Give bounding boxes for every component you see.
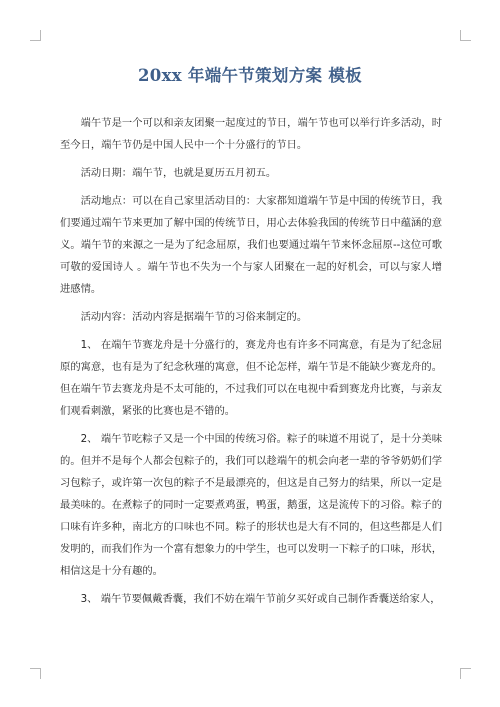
paragraph-item-2: 2、 端午节吃粽子又是一个中国的传统习俗。粽子的味道不用说了，是十分美味的。但并不是每个人都会包粽子的，我们可以趁端午的机会向老一辈的爷爷奶奶们学习包粽子，或许第一次包的粽子不是最漂亮的，但这是自己努力的结果，所以一定是最美味的。在煮粽子的同时一定要煮鸡蛋，鸭蛋，鹅蛋，这是流传下的习俗。粽子的口味有许多种，南北方的口味也不同。粽子的形状也是大有不同的，但这些都是人们发明的，而我们作为一个富有想象力的中学生，也可以发明一下粽子的口味，形状，相信这是十分有趣的。: [60, 433, 442, 577]
paragraph-intro: 端午节是一个可以和亲友团聚一起度过的节日，端午节也可以举行许多活动，时至今日，端午节仍是中国人民中一个十分盛行的节日。: [60, 117, 442, 151]
paragraph-item-1: 1、 在端午节赛龙舟是十分盛行的，赛龙舟也有许多不同寓意，有是为了纪念屈原的寓意，也有是为了纪念秋瑾的寓意，但不论怎样，端午节是不能缺少赛龙舟的。但在端午节去赛龙舟是不太可能的，不过我们可以在电视中看到赛龙舟比赛，与亲友们观看刺激，紧张的比赛也是不错的。: [60, 339, 442, 417]
paragraph-date: 活动日期：端午节，也就是夏历五月初五。: [80, 167, 277, 179]
paragraph-content: 活动内容：活动内容是据端午节的习俗来制定的。: [80, 311, 308, 323]
crop-mark-top-left: [30, 30, 41, 41]
page-title: 20xx 年端午节策划方案 模板: [138, 66, 362, 85]
document-body: [60, 112, 442, 616]
crop-mark-top-right: [460, 30, 471, 41]
crop-mark-bottom-left: [30, 668, 41, 679]
crop-mark-bottom-right: [460, 668, 471, 679]
paragraph-location-purpose: 活动地点：可以在自己家里活动目的：大家都知道端午节是中国的传统节日，我们要通过端午节来更加了解中国的传统节日，用心去体验我国的传统节日中蕴涵的意义。端午节的来源之一是为了纪念屈原，我们也要通过端午节来怀念屈原--这位可歌可敬的爱国诗人 。端午节也不失为一个与家人团聚在一起的好机会，可以与家人增进感情。: [60, 195, 442, 295]
paragraph-item-3: 3、 端午节要佩戴香囊，我们不妨在端午节前夕买好或自己制作香囊送给家人，: [80, 593, 441, 605]
